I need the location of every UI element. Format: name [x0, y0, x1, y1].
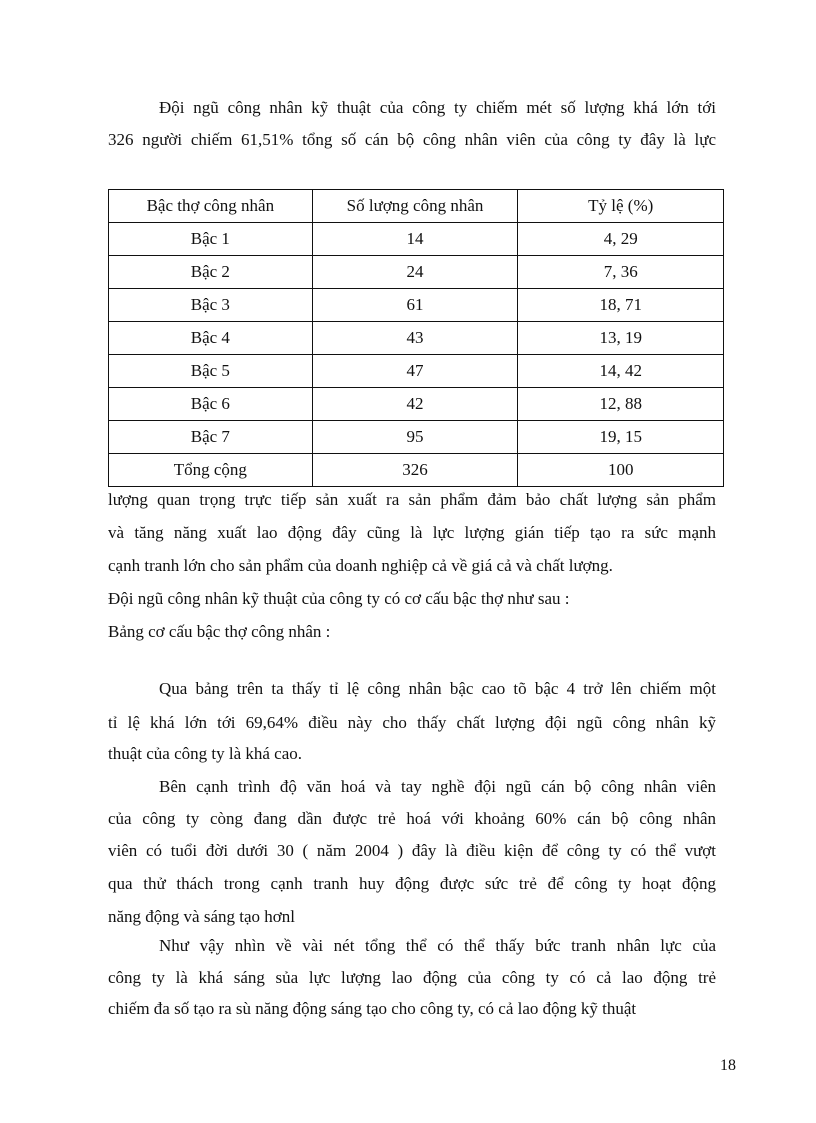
table-cell: 47 — [312, 355, 518, 388]
table-cell: 95 — [312, 421, 518, 454]
para4-line-1: Như vậy nhìn về vài nét tổng thể có thể thấy bức tranh nhân lực của — [159, 936, 716, 955]
para3-line-1: Bên cạnh trình độ văn hoá và tay nghề đội ngũ cán bộ công nhân viên — [159, 777, 716, 796]
table-cell: 326 — [312, 454, 518, 487]
table-cell: 19, 15 — [518, 421, 724, 454]
intro-line-1: Đội ngũ công nhân kỹ thuật của công ty chiếm mét số lượng khá lớn tới — [159, 98, 716, 117]
table-cell: 13, 19 — [518, 322, 724, 355]
table-cell: 14 — [312, 223, 518, 256]
para4-line-2: công ty là khá sáng sủa lực lượng lao động của công ty có cả lao động trẻ — [108, 968, 716, 987]
table-cell: Bậc 4 — [109, 322, 313, 355]
worker-grade-table — [108, 189, 724, 487]
table-cell: 12, 88 — [518, 388, 724, 421]
intro-line-2: 326 người chiếm 61,51% tổng số cán bộ công nhân viên của công ty đây là lực — [108, 130, 716, 149]
para3-line-4: qua thử thách trong cạnh tranh huy động được sức trẻ để công ty hoạt động — [108, 874, 716, 893]
para3-line-5: năng động và sáng tạo hơnl — [108, 907, 295, 926]
para3-line-2: của công ty còng đang dần được trẻ hoá với khoảng 60% cán bộ công nhân — [108, 809, 716, 828]
table-row — [109, 223, 724, 256]
table-cell: Tổng cộng — [109, 454, 313, 487]
table-header-cell: Số lượng công nhân — [312, 190, 518, 223]
table-cell: Bậc 2 — [109, 256, 313, 289]
table-header-row — [109, 190, 724, 223]
table-cell: 18, 71 — [518, 289, 724, 322]
table-row — [109, 256, 724, 289]
table-cell: Bậc 7 — [109, 421, 313, 454]
para2-line-3: thuật của công ty là khá cao. — [108, 744, 303, 763]
table-cell: 24 — [312, 256, 518, 289]
after-table-line-1: lượng quan trọng trực tiếp sản xuất ra sản phẩm đảm bảo chất lượng sản phẩm — [108, 490, 716, 509]
table-cell: 42 — [312, 388, 518, 421]
table-total-row — [109, 454, 724, 487]
table-cell: Bậc 3 — [109, 289, 313, 322]
para4-line-3: chiếm đa số tạo ra sù năng động sáng tạo cho công ty, có cả lao động kỹ thuật — [108, 999, 637, 1018]
table-cell: Bậc 5 — [109, 355, 313, 388]
table-row — [109, 388, 724, 421]
table-cell: 14, 42 — [518, 355, 724, 388]
table-row — [109, 289, 724, 322]
after-table-line-5: Bảng cơ cấu bậc thợ công nhân : — [108, 622, 331, 641]
para2-line-2: tỉ lệ khá lớn tới 69,64% điều này cho thấy chất lượng đội ngũ công nhân kỹ — [108, 713, 716, 732]
page-number: 18 — [720, 1057, 736, 1074]
table-cell: Bậc 1 — [109, 223, 313, 256]
table-row — [109, 421, 724, 454]
table-cell: 7, 36 — [518, 256, 724, 289]
after-table-line-4: Đội ngũ công nhân kỹ thuật của công ty có cơ cấu bậc thợ như sau : — [108, 589, 570, 608]
table-cell: Bậc 6 — [109, 388, 313, 421]
para3-line-3: viên có tuổi đời dưới 30 ( năm 2004 ) đây là điều kiện để công ty có thể vượt — [108, 841, 716, 860]
table-header-cell: Bậc thợ công nhân — [109, 190, 313, 223]
table-cell: 61 — [312, 289, 518, 322]
table-row — [109, 322, 724, 355]
after-table-line-3: cạnh tranh lớn cho sản phẩm của doanh nghiệp cả về giá cả và chất lượng. — [108, 556, 613, 575]
table-cell: 100 — [518, 454, 724, 487]
table-cell: 43 — [312, 322, 518, 355]
para2-line-1: Qua bảng trên ta thấy tỉ lệ công nhân bậc cao tõ bậc 4 trở lên chiếm một — [159, 679, 716, 698]
table-cell: 4, 29 — [518, 223, 724, 256]
after-table-line-2: và tăng năng xuất lao động đây cũng là lực lượng gián tiếp tạo ra sức mạnh — [108, 523, 716, 542]
table-header-cell: Tỷ lệ (%) — [518, 190, 724, 223]
table-row — [109, 355, 724, 388]
